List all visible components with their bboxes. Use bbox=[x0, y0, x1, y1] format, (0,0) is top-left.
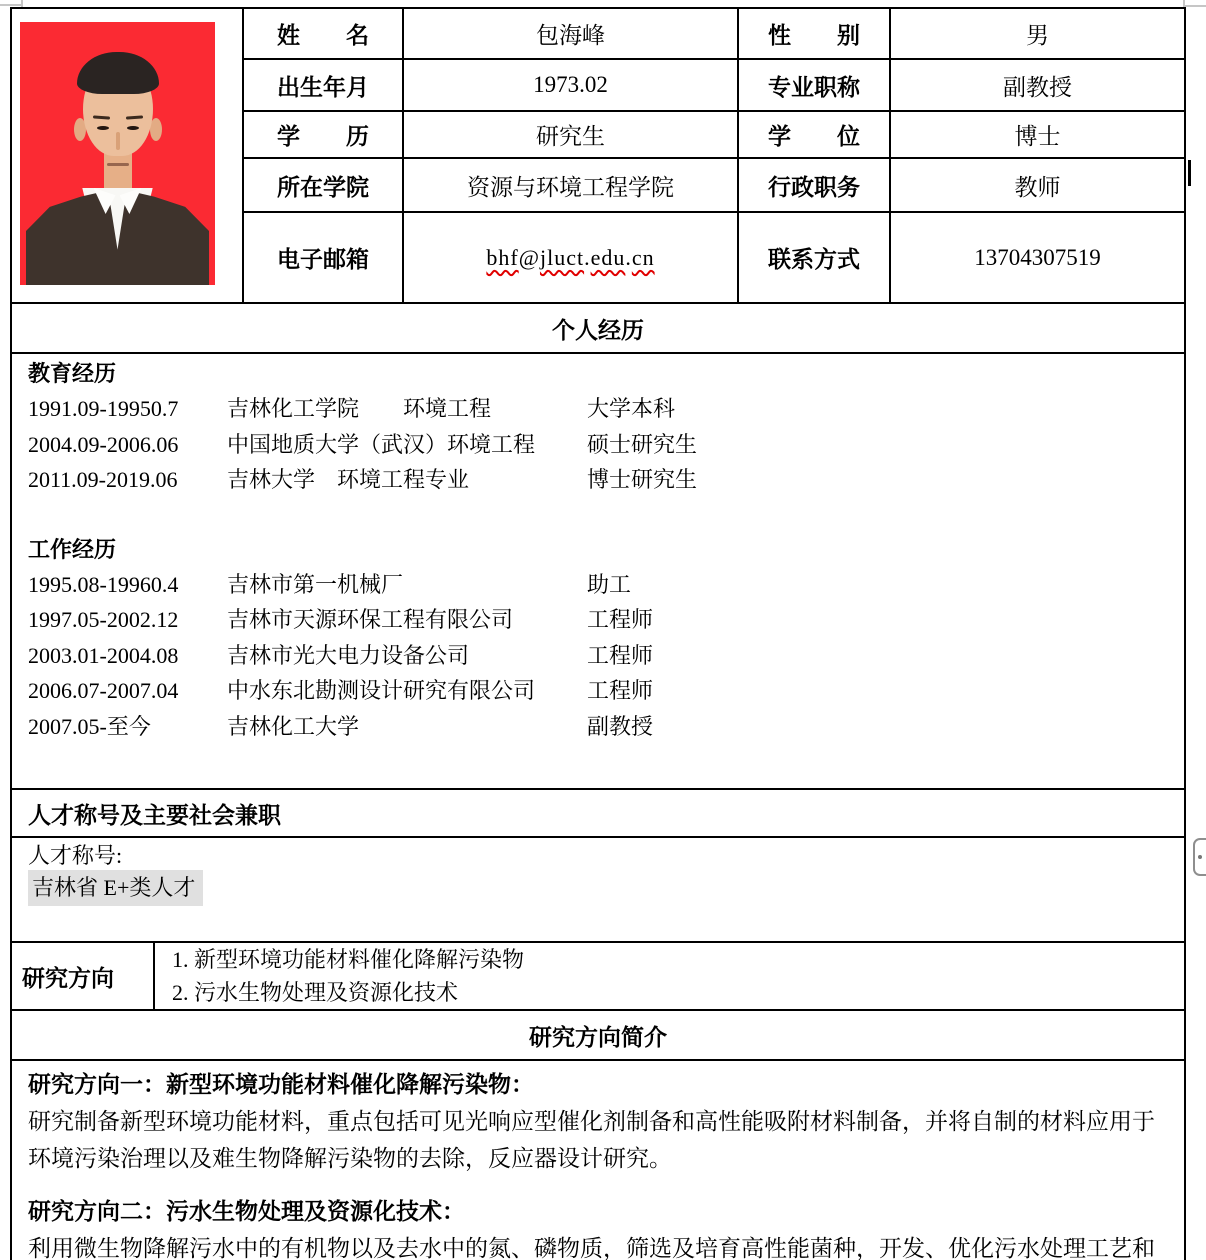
section-header-personal-experience: 个人经历 bbox=[12, 302, 1184, 352]
period: 1995.08-19960.4 bbox=[28, 571, 179, 597]
period: 2011.09-2019.06 bbox=[28, 467, 178, 492]
talent-label: 人才称号: bbox=[28, 843, 123, 868]
side-scroll-handle[interactable] bbox=[1193, 838, 1206, 876]
organization: 吉林市光大电力设备公司 bbox=[227, 642, 470, 668]
field-value-birth: 1973.02 bbox=[402, 58, 737, 110]
work-row bbox=[28, 673, 1174, 709]
spacer bbox=[28, 498, 1174, 532]
field-label-phone: 联系方式 bbox=[737, 211, 889, 302]
margin-mark-top-right-h bbox=[1183, 5, 1206, 7]
cursor-tick-mark bbox=[1188, 160, 1191, 186]
period: 1991.09-19950.7 bbox=[28, 396, 179, 421]
job-title: 工程师 bbox=[587, 607, 654, 632]
email-text: bhf@jluct.edu.cn bbox=[486, 244, 655, 270]
photo-cell bbox=[12, 9, 244, 302]
job-title: 工程师 bbox=[587, 678, 654, 703]
period: 2007.05-至今 bbox=[28, 713, 151, 739]
field-value-phone: 13704307519 bbox=[889, 211, 1184, 302]
field-label-degree: 学 位 bbox=[737, 110, 889, 157]
margin-mark-top-right-v bbox=[1183, 0, 1185, 7]
talent-cell bbox=[12, 836, 1184, 941]
job-title: 副教授 bbox=[587, 713, 654, 739]
margin-mark-top-left-h bbox=[0, 4, 22, 6]
degree: 硕士研究生 bbox=[587, 431, 698, 457]
photo-mouth bbox=[107, 163, 129, 166]
field-label-title: 专业职称 bbox=[737, 58, 889, 110]
organization: 吉林化工学院 环境工程 bbox=[227, 396, 492, 421]
field-value-email bbox=[402, 211, 737, 302]
field-label-education: 学 历 bbox=[244, 110, 402, 157]
organization: 中水东北勘测设计研究有限公司 bbox=[227, 678, 536, 703]
research-item: 1. 新型环境功能材料催化降解污染物 bbox=[172, 947, 525, 972]
education-title: 教育经历 bbox=[28, 361, 117, 386]
job-title: 工程师 bbox=[587, 642, 654, 668]
work-row bbox=[28, 709, 1174, 745]
field-value-name: 包海峰 bbox=[402, 9, 737, 58]
research-direction-items bbox=[155, 943, 1184, 1009]
experience-cell bbox=[12, 352, 1184, 788]
basic-info-table bbox=[12, 9, 1184, 302]
research-item: 2. 污水生物处理及资源化技术 bbox=[172, 980, 459, 1005]
field-label-birth: 出生年月 bbox=[244, 58, 402, 110]
field-label-email: 电子邮箱 bbox=[244, 211, 402, 302]
education-row bbox=[28, 427, 1174, 463]
period: 2004.09-2006.06 bbox=[28, 431, 179, 457]
field-label-name: 姓 名 bbox=[277, 23, 369, 48]
period: 2003.01-2004.08 bbox=[28, 642, 179, 668]
degree: 博士研究生 bbox=[587, 467, 698, 492]
organization: 吉林化工大学 bbox=[227, 713, 360, 739]
research-intro-body-1: 研究制备新型环境功能材料，重点包括可见光响应型催化剂制备和高性能吸附材料制备，并将自制的材料应用于环境污染治理以及难生物降解污染物的去除，反应器设计研究。 bbox=[28, 1109, 1155, 1171]
research-direction-row bbox=[12, 941, 1184, 1009]
research-intro-title-1: 研究方向一：新型环境功能材料催化降解污染物： bbox=[28, 1072, 534, 1097]
work-row bbox=[28, 567, 1174, 603]
research-direction-label: 研究方向 bbox=[12, 943, 155, 1009]
job-title: 助工 bbox=[587, 571, 632, 597]
field-label-gender: 性 别 bbox=[737, 9, 889, 58]
photo-nose bbox=[116, 132, 120, 150]
degree: 大学本科 bbox=[587, 396, 676, 421]
talent-value-highlighted: 吉林省 E+类人才 bbox=[28, 870, 203, 906]
field-label-college: 所在学院 bbox=[244, 157, 402, 211]
period: 2006.07-2007.04 bbox=[28, 678, 179, 703]
organization: 吉林大学 环境工程专业 bbox=[227, 467, 470, 492]
field-value-gender: 男 bbox=[889, 9, 1184, 58]
talent-section-header: 人才称号及主要社会兼职 bbox=[12, 788, 1184, 836]
organization: 中国地质大学（武汉）环境工程 bbox=[227, 431, 536, 457]
info-grid bbox=[244, 9, 1184, 302]
field-value-admin-post: 教师 bbox=[889, 157, 1184, 211]
field-value-college: 资源与环境工程学院 bbox=[402, 157, 737, 211]
field-value-degree: 博士 bbox=[889, 110, 1184, 157]
work-row bbox=[28, 638, 1174, 674]
handle-dot-icon bbox=[1198, 855, 1202, 859]
section-header-research-intro: 研究方向简介 bbox=[12, 1009, 1184, 1059]
faculty-profile-table bbox=[10, 7, 1186, 1260]
photo-hair bbox=[77, 52, 159, 94]
research-intro-cell bbox=[12, 1059, 1184, 1260]
research-intro-title-2: 研究方向二：污水生物处理及资源化技术： bbox=[28, 1199, 465, 1224]
education-row bbox=[28, 462, 1174, 498]
organization: 吉林市第一机械厂 bbox=[227, 571, 404, 597]
field-label-admin-post: 行政职务 bbox=[737, 157, 889, 211]
work-title: 工作经历 bbox=[28, 536, 117, 562]
field-value-education: 研究生 bbox=[402, 110, 737, 157]
education-row bbox=[28, 391, 1174, 427]
spacer bbox=[28, 1177, 1163, 1194]
photo-eye-left bbox=[97, 126, 109, 130]
organization: 吉林市天源环保工程有限公司 bbox=[227, 607, 514, 632]
id-photo bbox=[20, 22, 215, 285]
field-value-title: 副教授 bbox=[889, 58, 1184, 110]
research-intro-body-2: 利用微生物降解污水中的有机物以及去水中的氮、磷物质，筛选及培育高性能菌种，开发、优化污水处理工艺和 bbox=[28, 1236, 1155, 1260]
period: 1997.05-2002.12 bbox=[28, 607, 179, 632]
photo-eye-right bbox=[127, 126, 139, 130]
work-row bbox=[28, 602, 1174, 638]
